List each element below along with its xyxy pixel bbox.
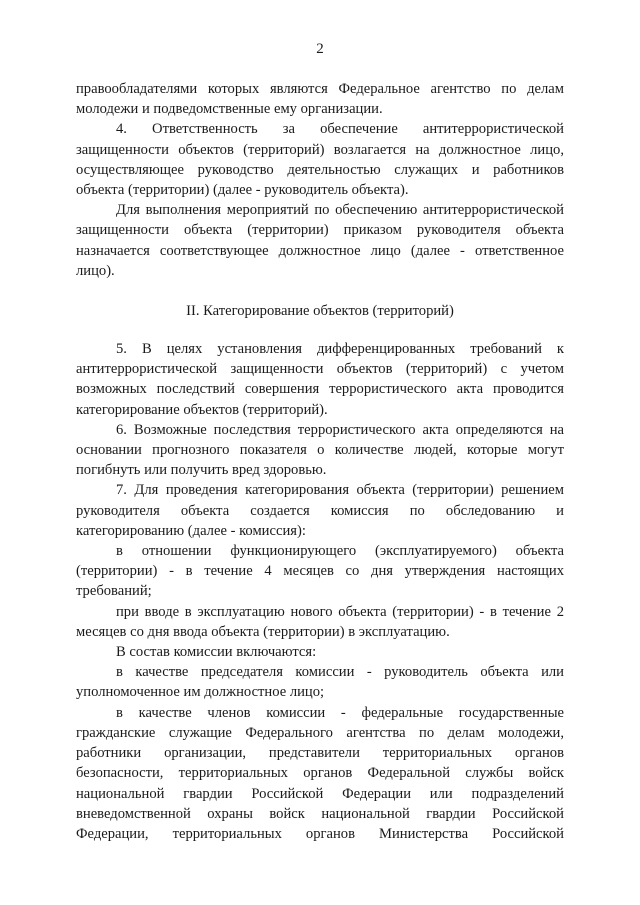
paragraph: 6. Возможные последствия террористического акта определяются на основании прогнозного показателя о количестве людей, которые могут погибнуть или получить вред здоровью. (76, 421, 564, 479)
page-number: 2 (316, 41, 324, 57)
paragraphs-before-section (76, 79, 564, 281)
paragraph: В состав комиссии включаются: (116, 644, 317, 661)
paragraph: 4. Ответственность за обеспечение антитеррористической защищенности объектов (территорий) возлагается на должностное лицо, осуществляющее руководство деятельностью служащих и работников объекта (территории) (далее - руководитель объекта). (76, 121, 564, 199)
paragraph: 5. В целях установления дифференцированных требований к антитеррористической защищенности объектов (территорий) с учетом возможных последствий совершения террористического акта проводится категорирование объектов (территорий). (76, 341, 564, 418)
paragraph: при вводе в эксплуатацию нового объекта (территории) - в течение 2 месяцев со дня ввода объекта (территории) в эксплуатацию. (76, 603, 564, 640)
paragraph: в качестве членов комиссии - федеральные государственные гражданские служащие Федерального агентства по делам молодежи, работники организации, представители территориальных органов безопасности, территориальных органов Федеральной службы войск национальной гвардии Российской Федерации или подразделений вневедомственной охраны войск национальной гвардии Российской Федерации, территориальных органов Министерства Российской (76, 704, 564, 842)
paragraphs-after-section (76, 339, 564, 844)
paragraph: в качестве председателя комиссии - руководитель объекта или уполномоченное им должностное лицо; (76, 664, 564, 701)
document-body (76, 79, 564, 844)
paragraph: 7. Для проведения категорирования объекта (территории) решением руководителя объекта создается комиссия по обследованию и категорированию (далее - комиссия): (76, 482, 564, 539)
paragraph: в отношении функционирующего (эксплуатируемого) объекта (территории) - в течение 4 месяцев со дня утверждения настоящих требований; (76, 543, 564, 600)
paragraph: Для выполнения мероприятий по обеспечению антитеррористической защищенности объекта (территории) приказом руководителя объекта назначается соответствующее должностное лицо (далее - ответственное лицо). (76, 202, 564, 279)
paragraph: правообладателями которых являются Федеральное агентство по делам молодежи и подведомственные ему организации. (76, 81, 564, 118)
section-heading: II. Категорирование объектов (территорий) (186, 303, 454, 320)
